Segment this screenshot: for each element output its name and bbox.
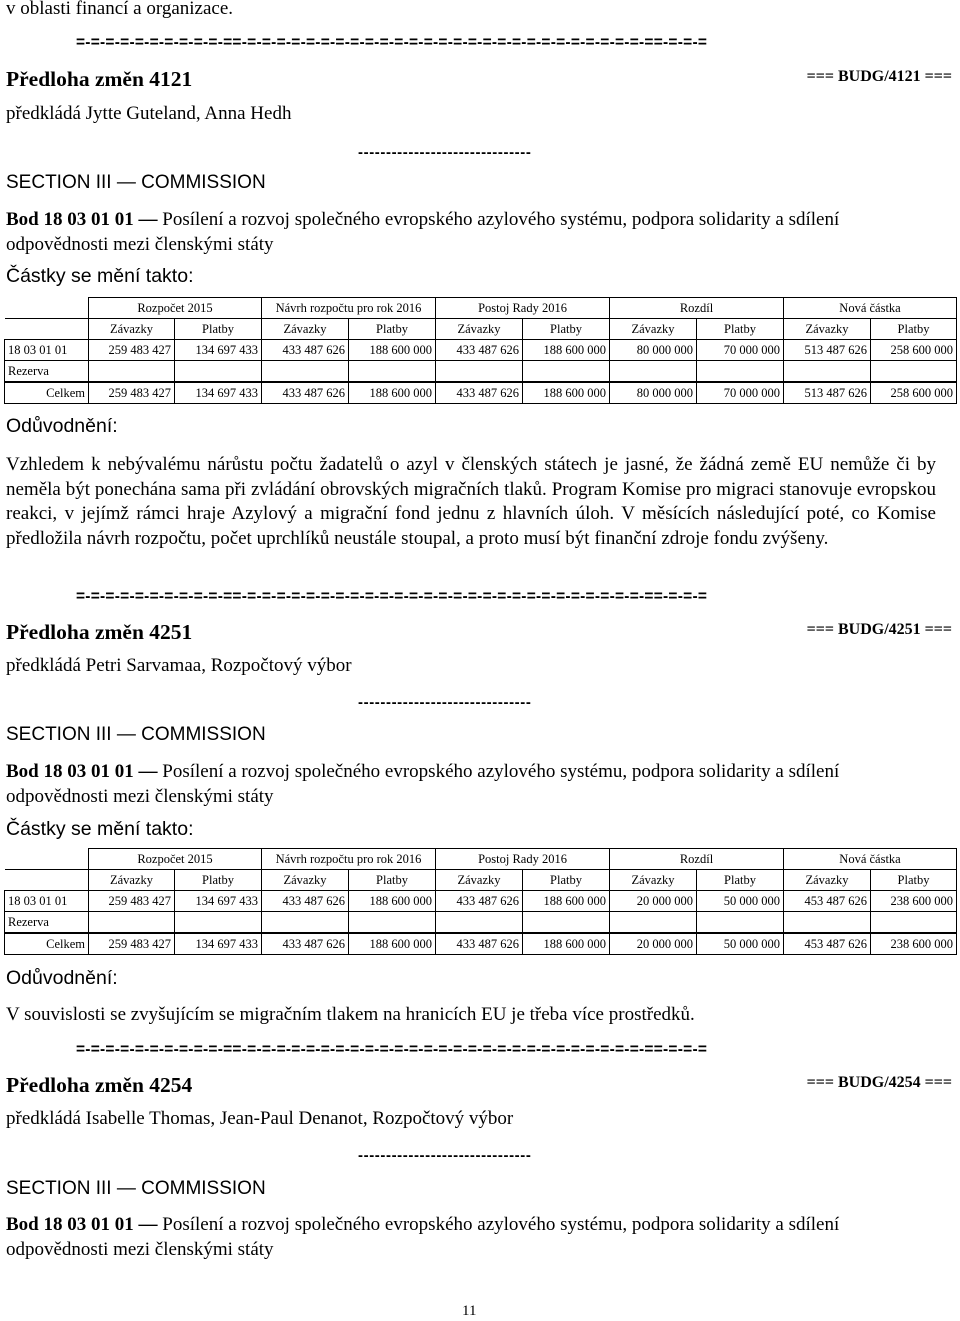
dashes-line: ------------------------------- bbox=[358, 144, 532, 161]
group-header: Rozpočet 2015 bbox=[89, 849, 262, 870]
table-group-header bbox=[5, 849, 957, 870]
section-heading: SECTION III — COMMISSION bbox=[6, 172, 266, 193]
table-row bbox=[5, 340, 957, 361]
group-header: Rozdíl bbox=[610, 298, 784, 319]
subheader: Platby bbox=[349, 870, 436, 891]
amendment-title: Předloha změn 4251 bbox=[6, 620, 193, 644]
subheader: Závazky bbox=[262, 319, 349, 340]
table-row bbox=[5, 361, 957, 383]
table-cell: 433 487 626 bbox=[436, 340, 523, 361]
table-cell: 238 600 000 bbox=[871, 891, 957, 912]
group-header: Postoj Rady 2016 bbox=[436, 849, 610, 870]
budget-item bbox=[6, 1212, 936, 1262]
row-label: Rezerva bbox=[5, 361, 89, 383]
group-header: Nová částka bbox=[784, 298, 957, 319]
table-cell: 80 000 000 bbox=[610, 340, 697, 361]
subheader: Platby bbox=[871, 319, 957, 340]
item-number: Bod 18 03 01 01 — bbox=[6, 761, 163, 782]
subheader: Závazky bbox=[436, 319, 523, 340]
amounts-table bbox=[4, 848, 957, 955]
table-cell: 259 483 427 bbox=[89, 891, 175, 912]
subheader: Závazky bbox=[89, 870, 175, 891]
intro-line: v oblasti financí a organizace. bbox=[6, 0, 234, 19]
table-cell: 453 487 626 bbox=[784, 933, 871, 955]
table-cell: 433 487 626 bbox=[262, 382, 349, 404]
table-cell: 433 487 626 bbox=[436, 891, 523, 912]
table-cell: 20 000 000 bbox=[610, 891, 697, 912]
subheader: Závazky bbox=[436, 870, 523, 891]
table-cell: 188 600 000 bbox=[523, 382, 610, 404]
table-cell: 238 600 000 bbox=[871, 933, 957, 955]
table-cell: 259 483 427 bbox=[89, 933, 175, 955]
table-group-header bbox=[5, 298, 957, 319]
table-cell: 433 487 626 bbox=[262, 933, 349, 955]
table-cell: 453 487 626 bbox=[784, 891, 871, 912]
separator-line: =-=-=-=-=-=-=-=-=-=-==-=-=-=-=-=-=-=-=-=-=-=-=-=-=-=-=-=-=-=-=-=-=-=-=-=-=-=-==-=-=-= bbox=[76, 34, 708, 51]
total-label: Celkem bbox=[5, 382, 89, 404]
table-cell: 134 697 433 bbox=[175, 382, 262, 404]
item-title: Posílení a rozvoj společného evropského azylového systému, podpora solidarity a sdílení odpovědnosti mezi členskými státy bbox=[6, 761, 840, 807]
amendment-code: === BUDG/4251 === bbox=[806, 621, 952, 638]
table-subheader bbox=[5, 870, 957, 891]
subheader: Platby bbox=[175, 319, 262, 340]
table-cell: 188 600 000 bbox=[349, 340, 436, 361]
table-cell: 433 487 626 bbox=[436, 382, 523, 404]
page-number: 11 bbox=[462, 1303, 477, 1319]
subheader: Platby bbox=[523, 870, 610, 891]
subheader: Závazky bbox=[610, 870, 697, 891]
table-cell: 50 000 000 bbox=[697, 933, 784, 955]
table-total-row bbox=[5, 382, 957, 404]
submitted-by: předkládá Isabelle Thomas, Jean-Paul Denanot, Rozpočtový výbor bbox=[6, 1108, 514, 1129]
table-cell: 188 600 000 bbox=[349, 933, 436, 955]
subheader: Závazky bbox=[89, 319, 175, 340]
item-title: Posílení a rozvoj společného evropského azylového systému, podpora solidarity a sdílení odpovědnosti mezi členskými státy bbox=[6, 1214, 840, 1260]
item-number: Bod 18 03 01 01 — bbox=[6, 209, 163, 230]
table-cell: 70 000 000 bbox=[697, 340, 784, 361]
table-cell: 258 600 000 bbox=[871, 340, 957, 361]
separator-line: =-=-=-=-=-=-=-=-=-=-==-=-=-=-=-=-=-=-=-=-=-=-=-=-=-=-=-=-=-=-=-=-=-=-=-=-=-=-==-=-=-= bbox=[76, 1041, 708, 1058]
separator-line: =-=-=-=-=-=-=-=-=-=-==-=-=-=-=-=-=-=-=-=-=-=-=-=-=-=-=-=-=-=-=-=-=-=-=-=-=-=-==-=-=-= bbox=[76, 588, 708, 605]
amounts-heading: Částky se mění takto: bbox=[6, 818, 194, 840]
subheader: Závazky bbox=[784, 319, 871, 340]
subheader: Platby bbox=[871, 870, 957, 891]
group-header: Rozdíl bbox=[610, 849, 784, 870]
submitted-by: předkládá Jytte Guteland, Anna Hedh bbox=[6, 103, 292, 124]
amendment-title: Předloha změn 4121 bbox=[6, 67, 193, 91]
item-title: Posílení a rozvoj společného evropského azylového systému, podpora solidarity a sdílení odpovědnosti mezi členskými státy bbox=[6, 209, 840, 255]
table-row bbox=[5, 891, 957, 912]
table-cell: 433 487 626 bbox=[262, 891, 349, 912]
submitted-by: předkládá Petri Sarvamaa, Rozpočtový výbor bbox=[6, 655, 352, 676]
table-cell: 188 600 000 bbox=[523, 933, 610, 955]
item-number: Bod 18 03 01 01 — bbox=[6, 1214, 163, 1235]
section-heading: SECTION III — COMMISSION bbox=[6, 1178, 266, 1199]
amendment-code: === BUDG/4254 === bbox=[806, 1074, 952, 1091]
group-header: Rozpočet 2015 bbox=[89, 298, 262, 319]
budget-item bbox=[6, 759, 936, 809]
group-header: Návrh rozpočtu pro rok 2016 bbox=[262, 298, 436, 319]
total-label: Celkem bbox=[5, 933, 89, 955]
table-cell: 433 487 626 bbox=[436, 933, 523, 955]
section-heading: SECTION III — COMMISSION bbox=[6, 724, 266, 745]
row-label: 18 03 01 01 bbox=[5, 340, 89, 361]
subheader: Závazky bbox=[610, 319, 697, 340]
subheader: Platby bbox=[697, 319, 784, 340]
justification-heading: Odůvodnění: bbox=[6, 967, 118, 989]
table-cell: 50 000 000 bbox=[697, 891, 784, 912]
group-header: Návrh rozpočtu pro rok 2016 bbox=[262, 849, 436, 870]
subheader: Závazky bbox=[784, 870, 871, 891]
table-subheader bbox=[5, 319, 957, 340]
table-cell: 188 600 000 bbox=[349, 382, 436, 404]
table-cell: 134 697 433 bbox=[175, 933, 262, 955]
justification-heading: Odůvodnění: bbox=[6, 415, 118, 437]
table-cell: 259 483 427 bbox=[89, 382, 175, 404]
subheader: Platby bbox=[697, 870, 784, 891]
table-cell: 188 600 000 bbox=[523, 891, 610, 912]
table-cell: 20 000 000 bbox=[610, 933, 697, 955]
dashes-line: ------------------------------- bbox=[358, 1147, 532, 1164]
justification-text: Vzhledem k nebývalému nárůstu počtu žadatelů o azyl v členských státech je jasné, že žádná země EU nemůže či by neměla být ponechána sama při zvládání obrovských migračních tlaků. Program Komise pro migraci stanovuje evropskou reakci, v jejímž rámci hraje Azylový a migrační fond jednu z hlavních úloh. V měsících následující poté, co Komise předložila návrh rozpočtu, počet uprchlíků neustále stoupal, a proto musí být finanční zdroje fondu zvýšeny. bbox=[6, 454, 936, 549]
table-cell: 70 000 000 bbox=[697, 382, 784, 404]
table-cell: 80 000 000 bbox=[610, 382, 697, 404]
table-cell: 258 600 000 bbox=[871, 382, 957, 404]
subheader: Platby bbox=[349, 319, 436, 340]
table-total-row bbox=[5, 933, 957, 955]
amendment-title: Předloha změn 4254 bbox=[6, 1073, 193, 1097]
budget-item bbox=[6, 207, 936, 257]
amendment-code: === BUDG/4121 === bbox=[806, 68, 952, 85]
row-label: Rezerva bbox=[5, 912, 89, 934]
table-cell: 259 483 427 bbox=[89, 340, 175, 361]
subheader: Závazky bbox=[262, 870, 349, 891]
justification-text: V souvislosti se zvyšujícím se migračním tlakem na hranicích EU je třeba více prostředků. bbox=[6, 1004, 695, 1025]
group-header: Nová částka bbox=[784, 849, 957, 870]
table-cell: 188 600 000 bbox=[523, 340, 610, 361]
amounts-table bbox=[4, 297, 957, 404]
table-cell: 513 487 626 bbox=[784, 340, 871, 361]
table-cell: 134 697 433 bbox=[175, 891, 262, 912]
table-cell: 188 600 000 bbox=[349, 891, 436, 912]
table-cell: 134 697 433 bbox=[175, 340, 262, 361]
amounts-heading: Částky se mění takto: bbox=[6, 265, 194, 287]
subheader: Platby bbox=[175, 870, 262, 891]
subheader: Platby bbox=[523, 319, 610, 340]
row-label: 18 03 01 01 bbox=[5, 891, 89, 912]
table-cell: 433 487 626 bbox=[262, 340, 349, 361]
dashes-line: ------------------------------- bbox=[358, 694, 532, 711]
table-row bbox=[5, 912, 957, 934]
table-cell: 513 487 626 bbox=[784, 382, 871, 404]
group-header: Postoj Rady 2016 bbox=[436, 298, 610, 319]
